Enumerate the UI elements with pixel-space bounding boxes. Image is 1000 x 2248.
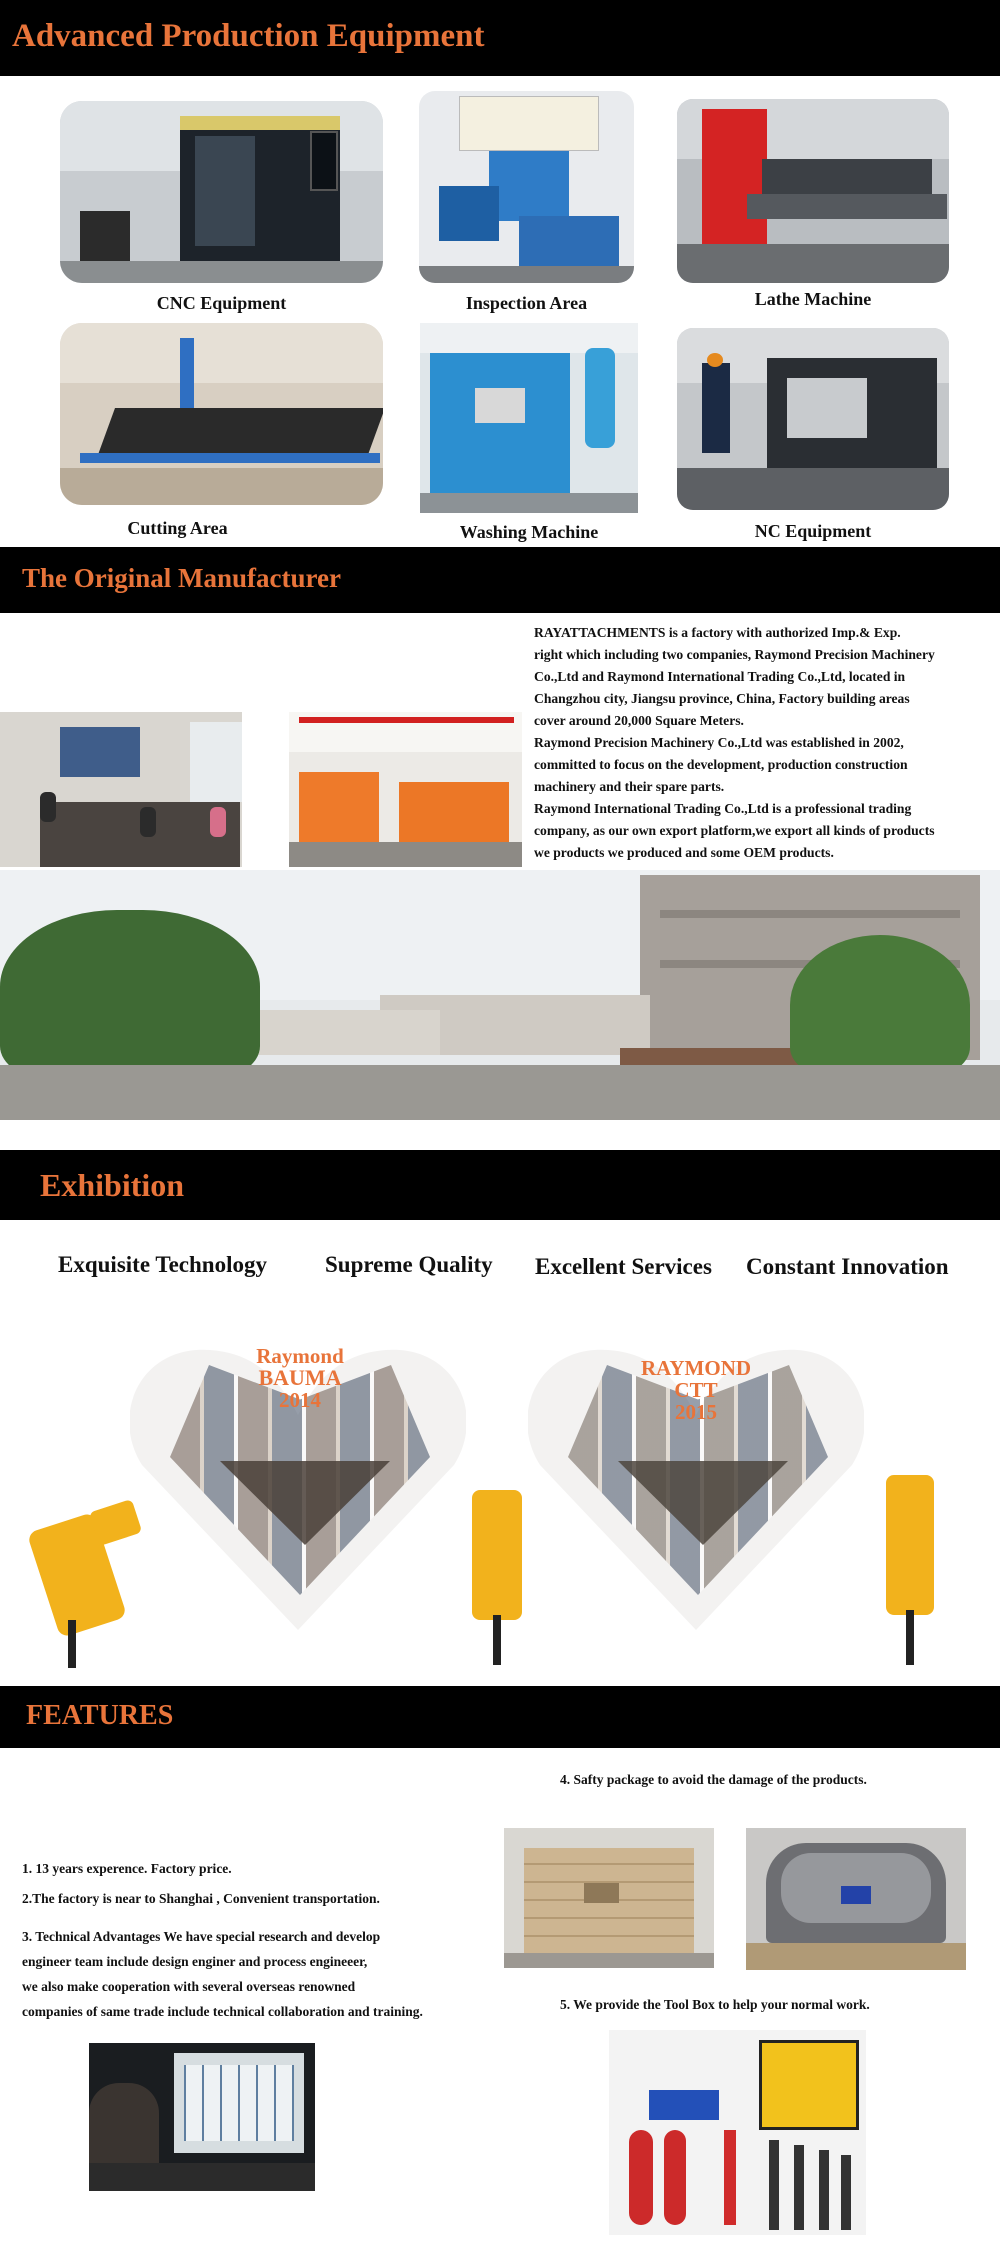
nc-equipment-photo bbox=[677, 328, 949, 510]
manufacturer-description bbox=[534, 622, 994, 864]
heart-text-line: BAUMA bbox=[258, 1365, 342, 1390]
description-line: RAYATTACHMENTS is a factory with authorized Imp.& Exp. bbox=[534, 625, 901, 640]
tagline: Excellent Services bbox=[535, 1254, 712, 1279]
description-line: company, as our own export platform,we export all kinds of products bbox=[534, 823, 935, 838]
description-line: right which including two companies, Raymond Precision Machinery bbox=[534, 647, 935, 662]
equipment-caption: Lathe Machine bbox=[754, 289, 872, 309]
ctt-2015-collage bbox=[528, 1345, 864, 1635]
feature-item: 5. We provide the Tool Box to help your normal work. bbox=[560, 1997, 870, 2012]
heart-text-line: RAYMOND bbox=[640, 1356, 752, 1380]
heart-text-line: CTT bbox=[674, 1378, 718, 1402]
hydraulic-hammer-image bbox=[38, 1500, 138, 1670]
description-line: Raymond Precision Machinery Co.,Ltd was established in 2002, bbox=[534, 735, 904, 750]
heart-text-line: 2014 bbox=[279, 1388, 321, 1412]
office-photo bbox=[289, 712, 522, 867]
features-section-title: FEATURES bbox=[26, 1700, 174, 1731]
cutting-area-photo bbox=[60, 323, 383, 505]
hydraulic-hammer-image bbox=[876, 1475, 946, 1675]
engineer-computer-photo bbox=[89, 2043, 315, 2191]
washing-machine-photo bbox=[420, 323, 638, 513]
hydraulic-hammer-image bbox=[462, 1490, 532, 1680]
factory-building-photo bbox=[0, 870, 1000, 1120]
feature-item: 4. Safty package to avoid the damage of the products. bbox=[560, 1772, 867, 1787]
heart-text-line: Raymond bbox=[256, 1344, 344, 1368]
equipment-caption: Washing Machine bbox=[459, 522, 599, 542]
description-line: Co.,Ltd and Raymond International Trading Co.,Ltd, located in bbox=[534, 669, 906, 684]
heart-text-line: 2015 bbox=[675, 1400, 717, 1424]
tagline: Exquisite Technology bbox=[58, 1252, 267, 1277]
equipment-header-band bbox=[0, 0, 1000, 76]
feature-item: 1. 13 years experence. Factory price. bbox=[22, 1861, 232, 1876]
feature-item: engineer team include design enginer and process engineeer, bbox=[22, 1954, 368, 1969]
tagline: Constant Innovation bbox=[746, 1254, 949, 1279]
cnc-equipment-photo bbox=[60, 101, 383, 283]
features-header-band bbox=[0, 1686, 1000, 1748]
lathe-machine-photo bbox=[677, 99, 949, 283]
description-line: cover around 20,000 Square Meters. bbox=[534, 713, 744, 728]
wooden-crate-photo bbox=[504, 1828, 714, 1968]
wrapped-product-photo bbox=[746, 1828, 966, 1970]
equipment-caption: Inspection Area bbox=[465, 293, 588, 313]
manufacturer-header-band bbox=[0, 547, 1000, 613]
inspection-area-photo bbox=[419, 91, 634, 283]
equipment-section-title: Advanced Production Equipment bbox=[12, 18, 485, 54]
feature-item: 2.The factory is near to Shanghai , Convenient transportation. bbox=[22, 1891, 380, 1906]
tagline: Supreme Quality bbox=[325, 1252, 493, 1277]
feature-item: we also make cooperation with several overseas renowned bbox=[22, 1979, 356, 1994]
description-line: Raymond International Trading Co.,Ltd is a professional trading bbox=[534, 801, 912, 816]
description-line: Changzhou city, Jiangsu province, China, Factory building areas bbox=[534, 691, 910, 706]
exhibition-section-title: Exhibition bbox=[40, 1167, 185, 1203]
equipment-caption: CNC Equipment bbox=[156, 293, 287, 313]
description-line: we products we produced and some OEM products. bbox=[534, 845, 834, 860]
bauma-2014-collage bbox=[130, 1345, 466, 1635]
meeting-room-photo bbox=[0, 712, 242, 867]
equipment-caption: NC Equipment bbox=[754, 521, 872, 541]
description-line: committed to focus on the development, production construction bbox=[534, 757, 908, 772]
description-line: machinery and their spare parts. bbox=[534, 779, 725, 794]
feature-item: companies of same trade include technical collaboration and training. bbox=[22, 2004, 423, 2019]
exhibition-header-band bbox=[0, 1150, 1000, 1220]
manufacturer-section-title: The Original Manufacturer bbox=[22, 563, 341, 593]
feature-item: 3. Technical Advantages We have special research and develop bbox=[22, 1929, 381, 1944]
toolbox-photo bbox=[609, 2030, 866, 2235]
equipment-caption: Cutting Area bbox=[127, 518, 228, 538]
